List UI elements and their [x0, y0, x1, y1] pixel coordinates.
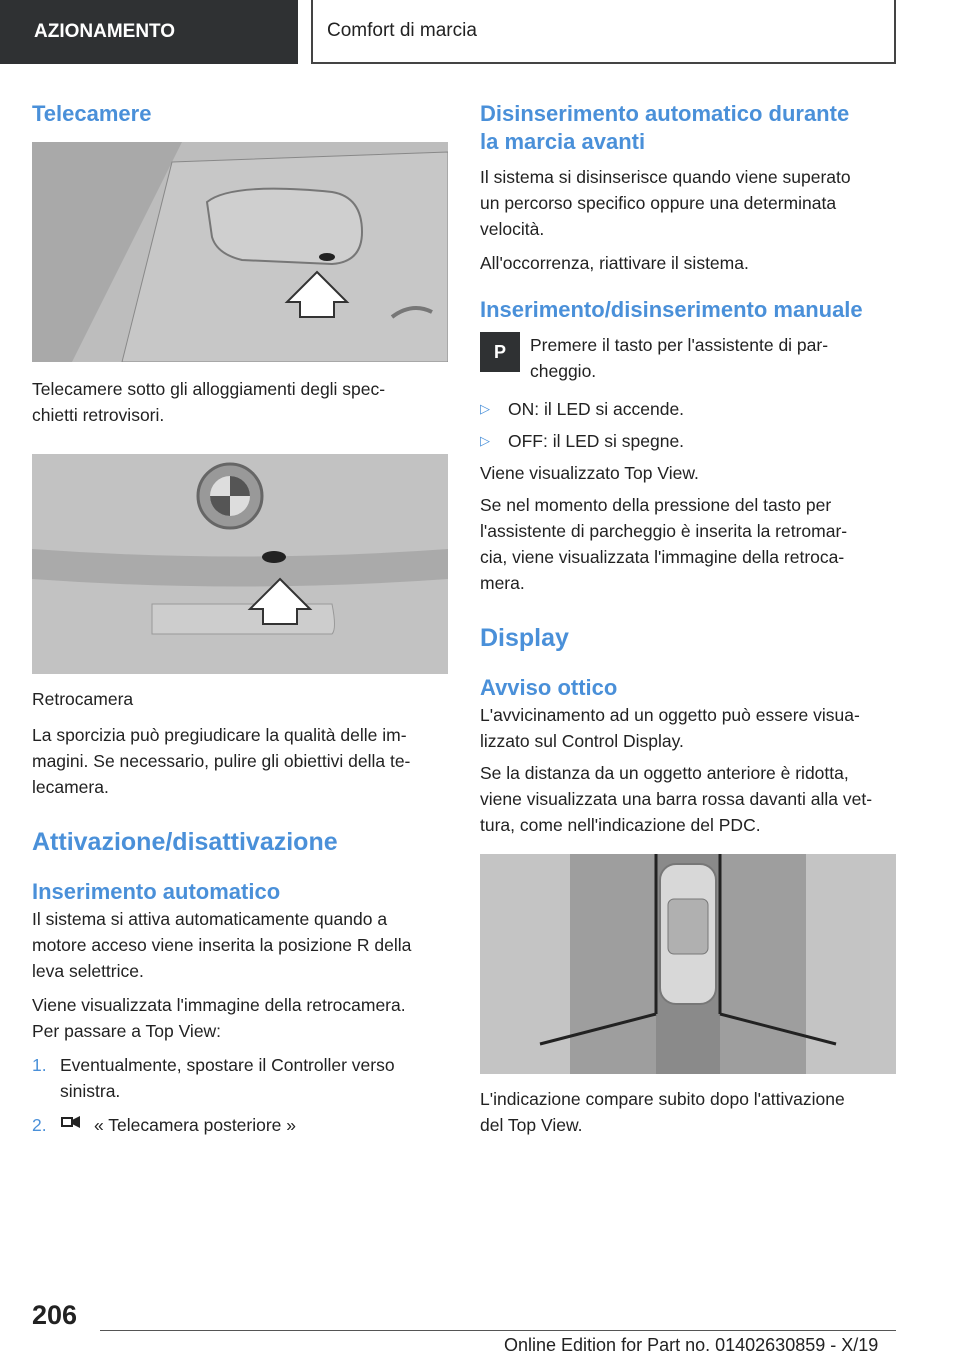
- left-column: [32, 100, 448, 1139]
- parking-assistant-button-icon: P: [480, 332, 520, 372]
- section-label: AZIONAMENTO: [34, 21, 176, 42]
- bullet-text: ON: il LED si accende.: [508, 399, 685, 419]
- heading-manuale: Inserimento/disinserimento manuale: [480, 297, 863, 322]
- edition-note: Online Edition for Part no. 01402630859 - X/19: [504, 1335, 879, 1355]
- step-number: 1.: [32, 1055, 47, 1075]
- right-column: [480, 100, 896, 1138]
- step-text: « Telecamera posteriore »: [94, 1115, 297, 1135]
- step-1: [32, 1052, 448, 1104]
- heading-disinserimento: Disinserimento automatico durante la marcia avanti: [480, 101, 850, 154]
- rear-camera-image: [32, 454, 448, 674]
- text-viene: Viene visualizzata l'immagine della retrocamera. Per passare a Top View:: [32, 995, 406, 1041]
- text-auto: Il sistema si attiva automaticamente quando a motore acceso viene inserita la posizione R della leva selettrice.: [32, 909, 412, 981]
- chapter-tab: [311, 0, 896, 64]
- text-distanza: Se la distanza da un oggetto anteriore è ridotta, viene visualizzata una barra rossa davanti alla vet- tura, come nell'indicazione del PDC.: [480, 763, 873, 835]
- heading-display: Display: [480, 624, 569, 652]
- text-premere: Premere il tasto per l'assistente di par- cheggio.: [530, 335, 829, 381]
- mirror-illustration: [32, 142, 448, 362]
- top-view-illustration: [480, 854, 896, 1074]
- button-instruction: [480, 332, 896, 384]
- text-occorrenza: All'occorrenza, riattivare il sistema.: [480, 253, 749, 273]
- text-avvicinamento: L'avvicinamento ad un oggetto può essere visua- lizzato sul Control Display.: [480, 705, 860, 751]
- triangle-icon: ▷: [480, 433, 490, 448]
- page-number: 206: [32, 1300, 78, 1330]
- section-tab: [0, 0, 298, 64]
- caption-telecamere: Telecamere sotto gli alloggiamenti degli spec- chietti retrovisori.: [32, 379, 386, 425]
- heading-avviso: Avviso ottico: [480, 675, 618, 700]
- triangle-icon: ▷: [480, 401, 490, 416]
- step-2: [32, 1112, 448, 1139]
- caption-top-view: L'indicazione compare subito dopo l'attivazione del Top View.: [480, 1089, 845, 1135]
- rear-camera-icon: [60, 1112, 86, 1139]
- rear-illustration: [32, 454, 448, 674]
- heading-telecamere: Telecamere: [32, 101, 152, 126]
- camera-icon-svg: [60, 1112, 84, 1132]
- text-nel-momento: Se nel momento della pressione del tasto per l'assistente di parcheggio è inserita la retromar- cia, viene visualizzata l'immagine della retroca- mera.: [480, 495, 848, 593]
- chapter-label: Comfort di marcia: [327, 20, 477, 41]
- top-view-image: [480, 854, 896, 1074]
- text-topview: Viene visualizzato Top View.: [480, 463, 699, 483]
- bullet-off: [480, 428, 896, 454]
- footer-rule: [100, 1330, 896, 1331]
- text-disinserimento: Il sistema si disinserisce quando viene superato un percorso specifico oppure una determinata velocità.: [480, 167, 851, 239]
- bullet-on: [480, 396, 896, 422]
- text-sporcizia: La sporcizia può pregiudicare la qualità delle im- magini. Se necessario, pulire gli obiettivi della te- lecamera.: [32, 725, 411, 797]
- step-text: Eventualmente, spostare il Controller verso sinistra.: [60, 1055, 395, 1101]
- mirror-camera-image: [32, 142, 448, 362]
- caption-retrocamera: Retrocamera: [32, 689, 134, 709]
- heading-inserimento-automatico: Inserimento automatico: [32, 879, 281, 904]
- step-number: 2.: [32, 1115, 47, 1135]
- heading-attivazione: Attivazione/disattivazione: [32, 828, 338, 856]
- bullet-text: OFF: il LED si spegne.: [508, 431, 685, 451]
